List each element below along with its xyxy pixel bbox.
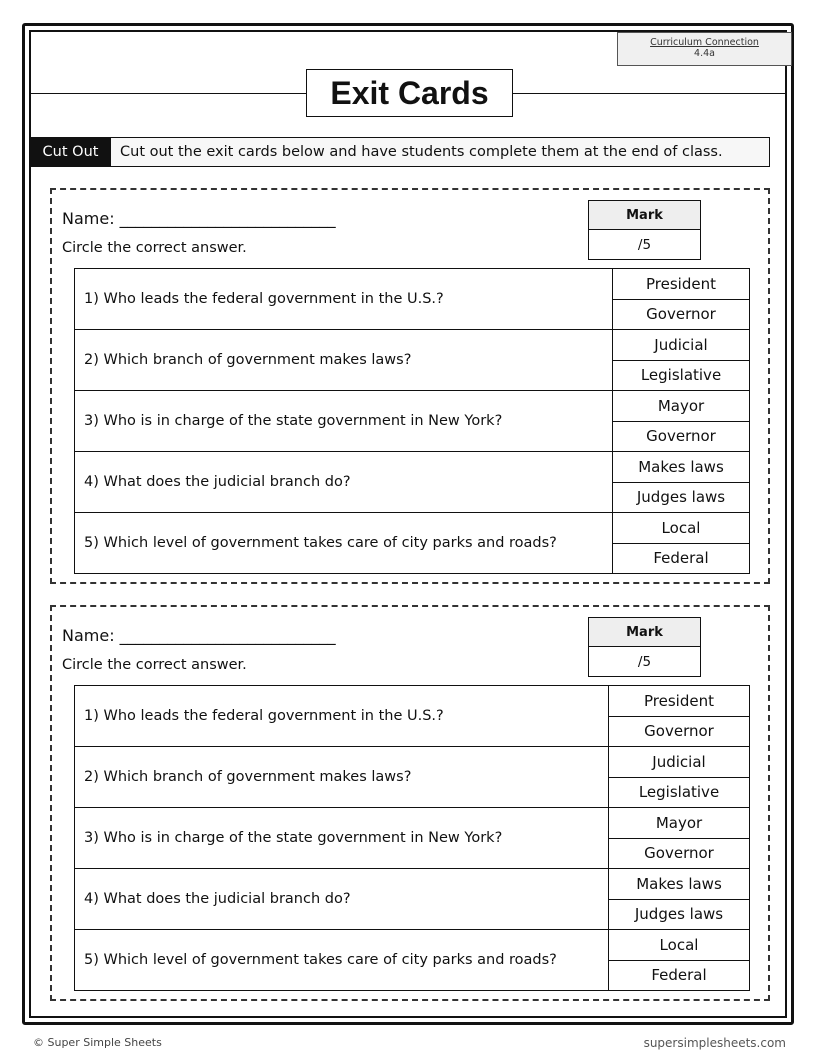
mark-label: Mark	[589, 201, 700, 230]
answer-option[interactable]: Governor	[646, 305, 716, 324]
question-text: 5) Which level of government takes care of city parks and roads?	[84, 952, 557, 968]
question-table	[74, 268, 750, 574]
answer-option[interactable]: President	[609, 686, 749, 717]
answer-option[interactable]: Federal	[651, 966, 707, 985]
question-row	[75, 330, 749, 391]
answer-options	[612, 452, 749, 512]
answer-option[interactable]: Makes laws	[613, 452, 749, 483]
question-row	[75, 808, 749, 869]
answer-options	[608, 686, 749, 746]
answer-options	[612, 330, 749, 390]
curriculum-connection-box	[617, 32, 792, 66]
question-row	[75, 747, 749, 808]
question-row	[75, 513, 749, 573]
exit-card-1	[50, 188, 770, 584]
instruction-text: Cut out the exit cards below and have students complete them at the end of class.	[111, 138, 769, 166]
answer-option[interactable]: Legislative	[638, 783, 720, 802]
question-text: 5) Which level of government takes care of city parks and roads?	[84, 535, 557, 551]
curriculum-connection-code: 4.4a	[694, 48, 715, 59]
question-row	[75, 686, 749, 747]
answer-option[interactable]: Local	[609, 930, 749, 961]
mark-box	[588, 617, 701, 677]
answer-option[interactable]: Judicial	[609, 747, 749, 778]
question-row	[75, 269, 749, 330]
answer-options	[612, 391, 749, 451]
question-text: 1) Who leads the federal government in the U.S.?	[84, 291, 444, 307]
exit-card-2	[50, 605, 770, 1001]
question-text: 3) Who is in charge of the state government in New York?	[84, 830, 503, 846]
instruction-tag: Cut Out	[30, 138, 111, 166]
answer-option[interactable]: Judges laws	[634, 905, 724, 924]
question-text: 2) Which branch of government makes laws?	[84, 352, 412, 368]
answer-options	[612, 513, 749, 573]
answer-option[interactable]: President	[613, 269, 749, 300]
answer-option[interactable]: Makes laws	[609, 869, 749, 900]
answer-option[interactable]: Local	[613, 513, 749, 544]
answer-option[interactable]: Mayor	[613, 391, 749, 422]
mark-value: /5	[637, 653, 652, 670]
question-row	[75, 391, 749, 452]
name-field[interactable]: Name: ___________________________	[62, 209, 336, 228]
question-text: 4) What does the judicial branch do?	[84, 474, 351, 490]
mark-label: Mark	[589, 618, 700, 647]
answer-option[interactable]: Judges laws	[636, 488, 726, 507]
page-title: Exit Cards	[306, 69, 513, 117]
card-instruction: Circle the correct answer.	[62, 240, 247, 256]
answer-options	[608, 930, 749, 990]
answer-option[interactable]: Judicial	[613, 330, 749, 361]
answer-option[interactable]: Federal	[653, 549, 709, 568]
question-text: 3) Who is in charge of the state government in New York?	[84, 413, 503, 429]
name-field[interactable]: Name: ___________________________	[62, 626, 336, 645]
answer-options	[612, 269, 749, 329]
question-text: 2) Which branch of government makes laws?	[84, 769, 412, 785]
answer-option[interactable]: Legislative	[640, 366, 722, 385]
footer-site-link[interactable]: supersimplesheets.com	[643, 1036, 786, 1050]
question-text: 4) What does the judicial branch do?	[84, 891, 351, 907]
answer-option[interactable]: Mayor	[609, 808, 749, 839]
curriculum-connection-title: Curriculum Connection	[650, 37, 759, 48]
answer-options	[608, 808, 749, 868]
footer-copyright: © Super Simple Sheets	[33, 1036, 162, 1049]
question-row	[75, 930, 749, 990]
question-row	[75, 869, 749, 930]
answer-options	[608, 747, 749, 807]
mark-value: /5	[637, 236, 652, 253]
question-text: 1) Who leads the federal government in the U.S.?	[84, 708, 444, 724]
answer-option[interactable]: Governor	[644, 722, 714, 741]
answer-option[interactable]: Governor	[646, 427, 716, 446]
answer-option[interactable]: Governor	[644, 844, 714, 863]
question-row	[75, 452, 749, 513]
question-table	[74, 685, 750, 991]
answer-options	[608, 869, 749, 929]
card-instruction: Circle the correct answer.	[62, 657, 247, 673]
instruction-bar	[29, 137, 770, 167]
mark-box	[588, 200, 701, 260]
